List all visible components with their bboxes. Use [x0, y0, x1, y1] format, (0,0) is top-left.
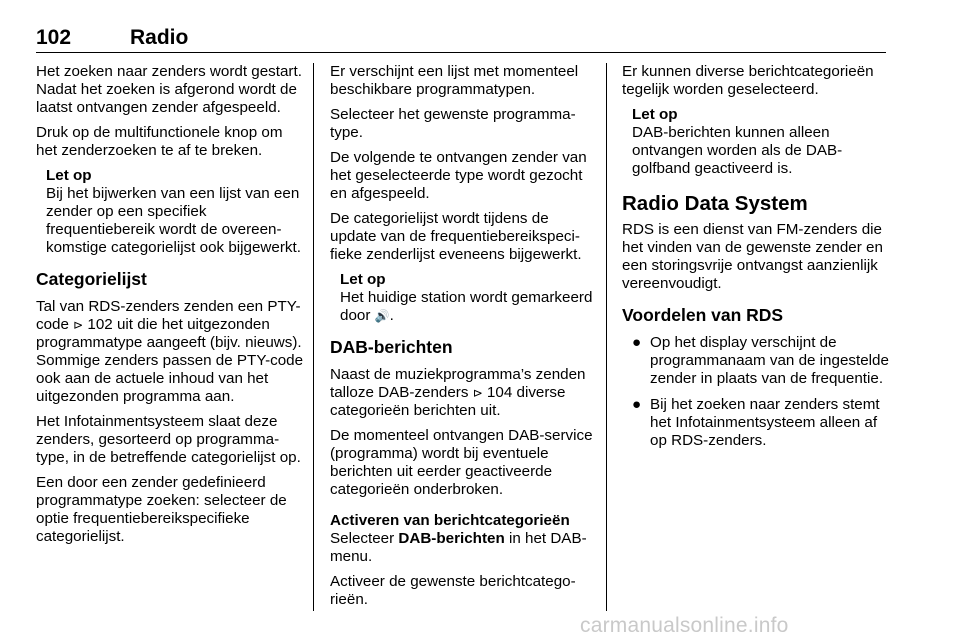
column-divider: [606, 63, 607, 611]
note-box: [330, 271, 598, 325]
paragraph: Selecteer DAB-berichten in het DAB-menu.: [330, 530, 587, 565]
heading-radio-data-system: Radio Data System: [622, 192, 808, 215]
cross-reference-arrow-icon: ⊳: [73, 318, 84, 332]
menu-term: DAB-berichten: [398, 530, 505, 547]
note-text: Bij het bijwerken van een lijst van een zender op een specifiek frequentiebereik wordt de overeenkomstige categorielijst ook bijgewerkt.: [46, 185, 301, 256]
paragraph: De volgende te ontvangen zender van het geselecteerde type wordt gezocht en afgespeeld.: [330, 149, 587, 202]
paragraph: Druk op de multifunctionele knop om het zenderzoeken te af te breken.: [36, 124, 283, 159]
paragraph: RDS is een dienst van FM-zenders die het vinden van de gewenste zender en een storingsvrije ontvangst aanzienlijk vereenvoudigt.: [622, 221, 883, 292]
bullet-icon: ●: [632, 396, 642, 413]
section-title: Radio: [130, 26, 189, 49]
list-item: ● Op het display verschijnt de programmanaam van de ingestelde zender in plaats van de frequentie.: [632, 334, 889, 387]
cross-reference-arrow-icon: ⊳: [472, 386, 483, 400]
paragraph: Activeer de gewenste berichtcategorieën.: [330, 573, 576, 608]
page-header: [36, 26, 886, 53]
paragraph: Het zoeken naar zenders wordt gestart. Nadat het zoeken is afgerond wordt de laatst ontvangen zender afgespeeld.: [36, 63, 302, 116]
note-box: [36, 167, 304, 257]
heading-voordelen: Voordelen van RDS: [622, 305, 784, 325]
list-item: ● Bij het zoeken naar zenders stemt het Infotainmentsysteem alleen af op RDS-zenders.: [632, 396, 880, 449]
paragraph: Een door een zender gedefinieerd programmatype zoeken: selecteer de optie frequentiebereikspecifieke categorielijst.: [36, 474, 287, 545]
paragraph: De momenteel ontvangen DAB-service (programma) wordt bij eventuele berichten uit eerder geactiveerde categorieën onderbroken.: [330, 427, 593, 498]
heading-dab-berichten: DAB-berichten: [330, 337, 453, 357]
page-number: 102: [36, 26, 72, 49]
bullet-icon: ●: [632, 334, 642, 351]
note-heading: Let op: [632, 106, 678, 123]
note-text: Het huidige station wordt gemarkeerd door 🔊.: [340, 289, 593, 324]
paragraph: Er kunnen diverse berichtcategorieën tegelijk worden geselecteerd.: [622, 63, 874, 98]
heading-categorielijst: Categorielijst: [36, 269, 147, 289]
page-reference-link[interactable]: 102: [87, 316, 113, 333]
note-heading: Let op: [46, 167, 92, 184]
page-reference-link[interactable]: 104: [486, 384, 513, 401]
watermark: carmanualsonline.info: [580, 614, 789, 637]
paragraph: De categorielijst wordt tijdens de update van de frequentiebereikspecifieke zenderlijst eveneens bijgewerkt.: [330, 210, 582, 263]
column-3: [622, 63, 892, 458]
bullet-list: [622, 334, 892, 450]
paragraph: Selecteer het gewenste programmatype.: [330, 106, 576, 141]
paragraph: Er verschijnt een lijst met momenteel beschikbare programmatypen.: [330, 63, 579, 98]
heading-activeren: Activeren van berichtcategorieën: [330, 512, 570, 529]
speaker-icon: 🔊: [374, 309, 390, 323]
paragraph: Het Infotainmentsysteem slaat deze zenders, gesorteerd op programmatype, in de betreffende categorielijst op.: [36, 413, 301, 466]
note-text: DAB-berichten kunnen alleen ontvangen worden als de DAB-golfband geactiveerd is.: [632, 124, 843, 177]
paragraph: Tal van RDS-zenders zenden een PTY-code ⊳ 102 uit die het uitgezonden programmatype aangeeft (bijv. nieuws). Sommige zenders passen de PTY-code ook aan de actuele inhoud van het uitgezonden programma aan.: [36, 298, 304, 405]
note-heading: Let op: [340, 271, 386, 288]
column-2: [330, 63, 598, 616]
paragraph: Naast de muziekprogramma’s zenden talloze DAB-zenders ⊳ 104 diverse categorieën berichten uit.: [330, 366, 586, 419]
column-1: [36, 63, 304, 553]
note-box: [622, 106, 892, 178]
column-divider: [313, 63, 314, 611]
